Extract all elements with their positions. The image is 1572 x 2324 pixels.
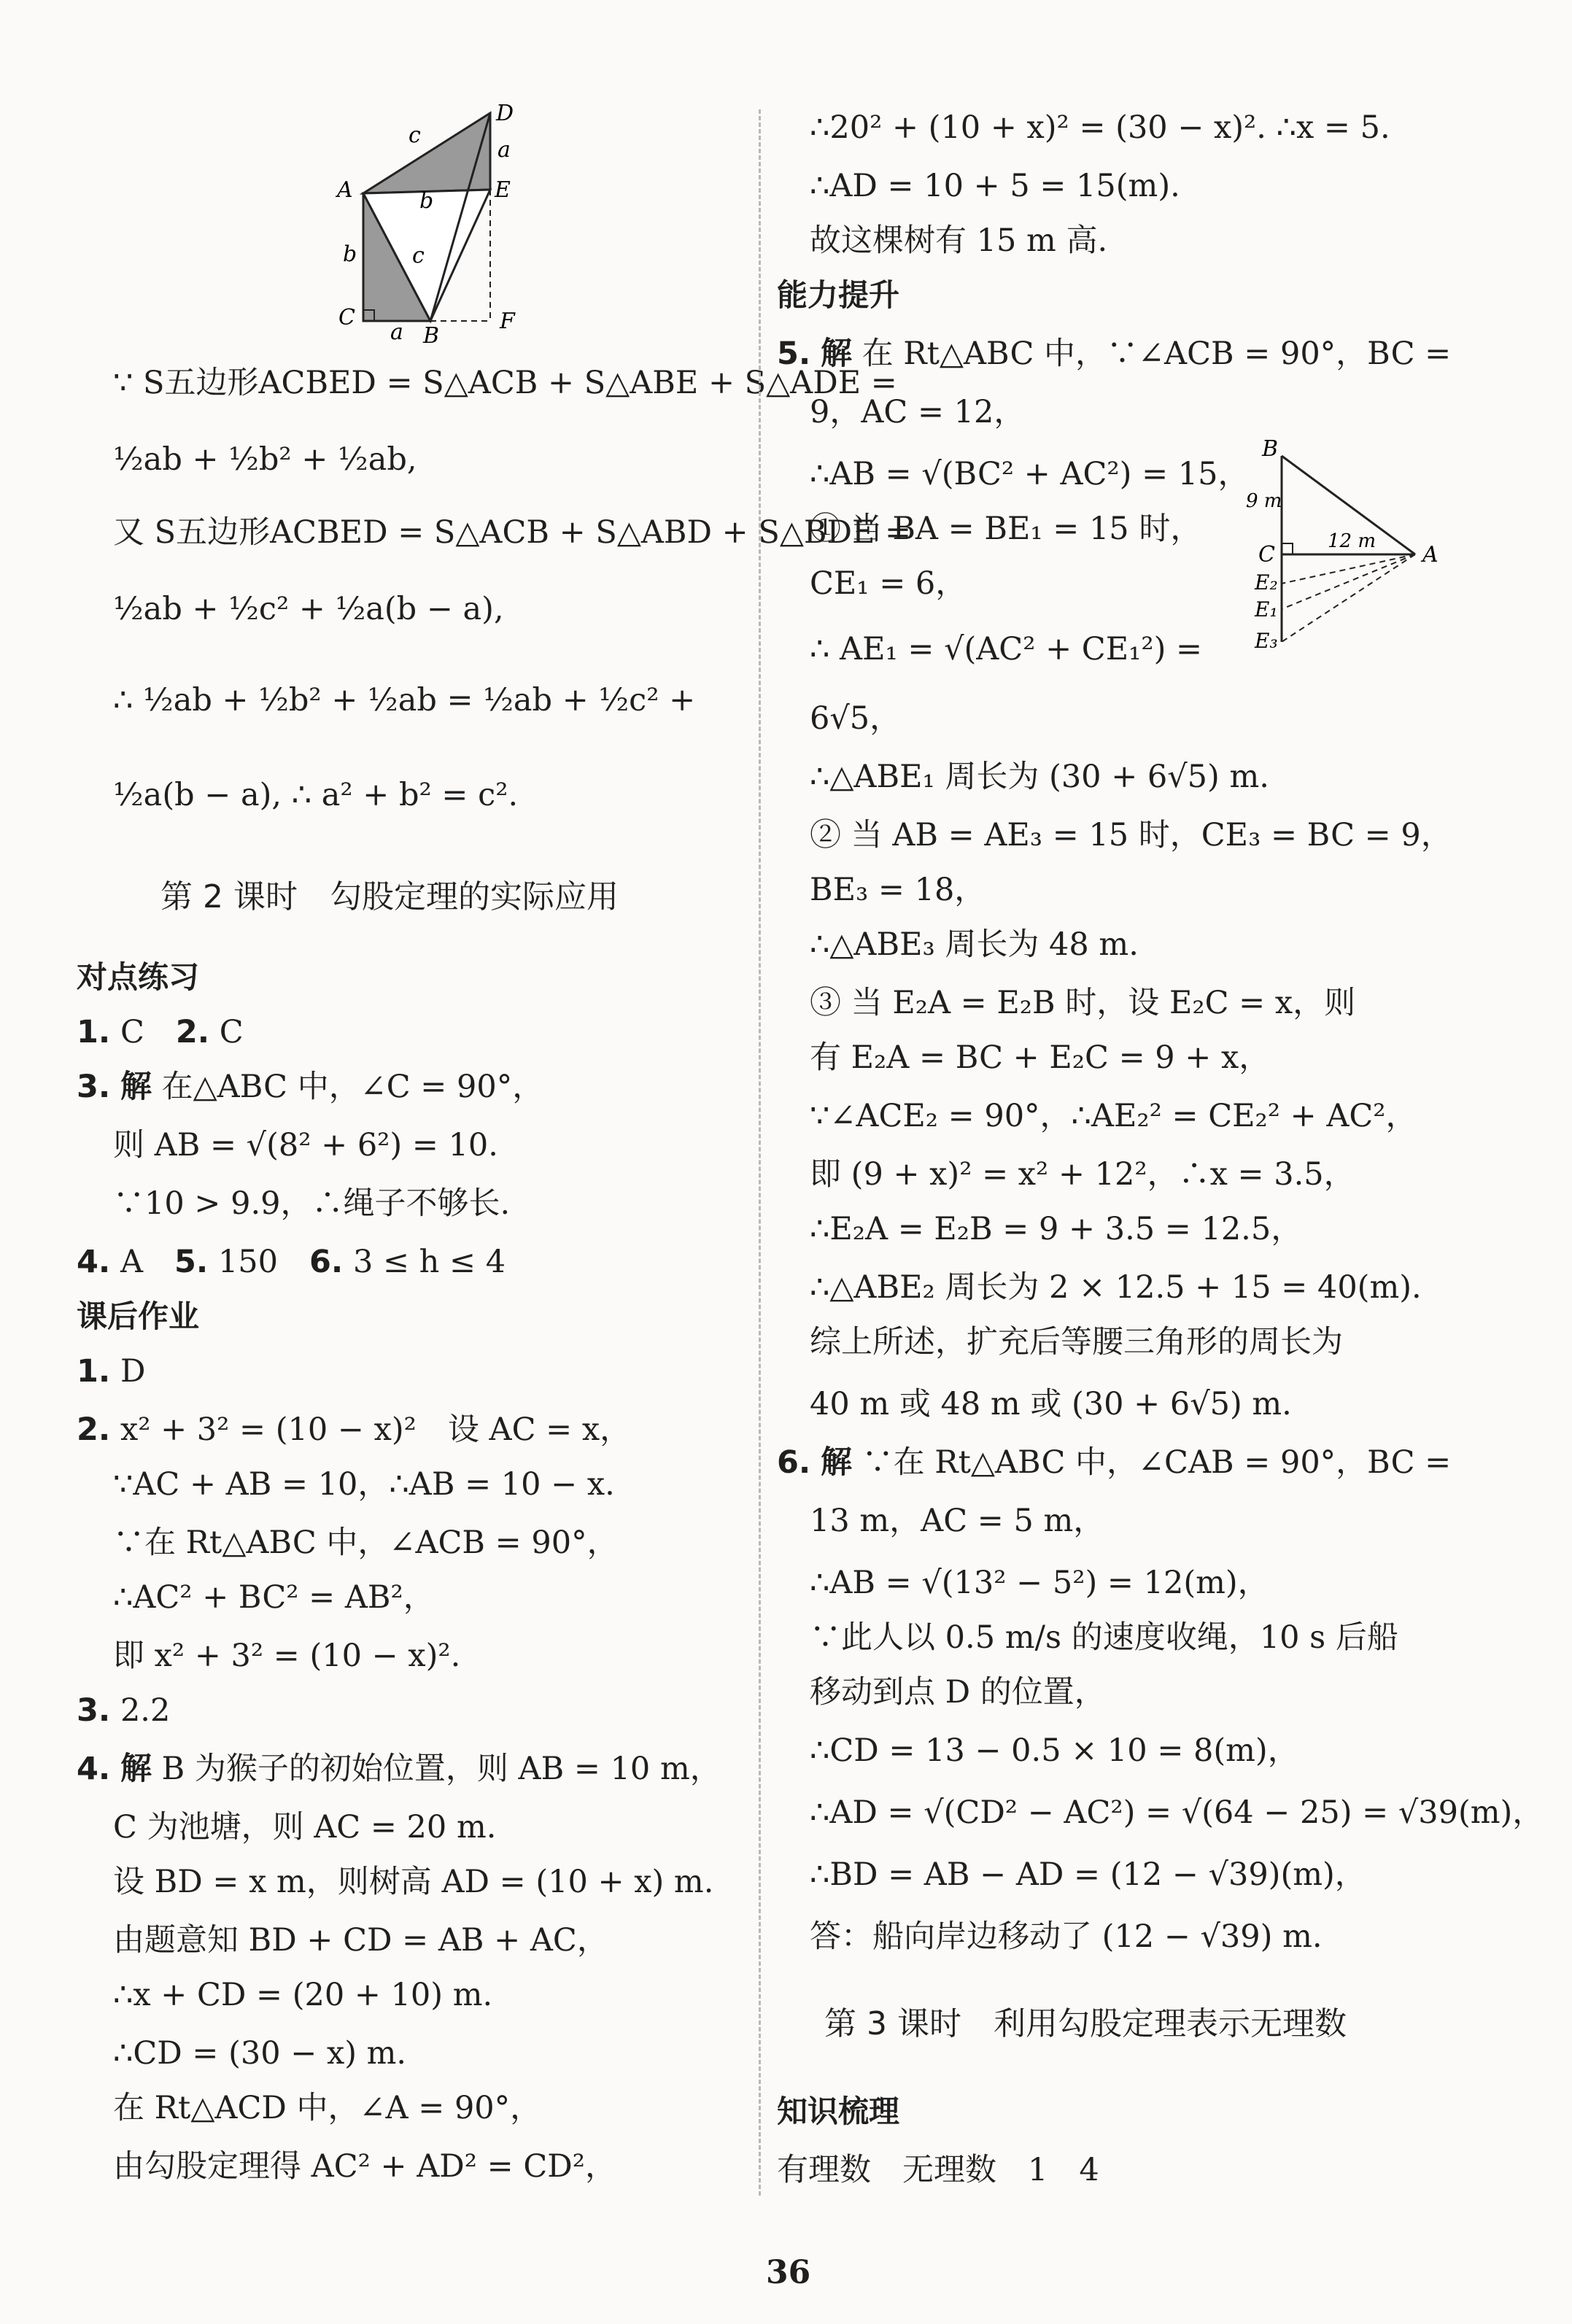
label-e2: E₂ [1255, 570, 1278, 594]
label-b: B [423, 323, 440, 343]
homework-4: 4. 解 B 为猴子的初始位置，则 AB = 10 m， [77, 1751, 721, 1787]
label-a: A [1422, 542, 1439, 568]
answer-3: 3. 解 在△ABC 中，∠C = 90°， [77, 1069, 544, 1105]
problem-5-line-3: ∴AB = √(BC² + AC²) = 15， [810, 456, 1250, 492]
section-knowledge: 知识梳理 [777, 2093, 900, 2129]
proof-line-3: 又 S五边形ACBED = S△ACB + S△ABD + S△BDE = [113, 514, 912, 551]
problem-6: 6. 解 ∵在 Rt△ABC 中，∠CAB = 90°，BC = [777, 1444, 1452, 1481]
lesson-3-title: 第 3 课时 利用勾股定理表示无理数 [824, 2005, 1347, 2042]
problem-5-line-14: ∵∠ACE₂ = 90°，∴AE₂² = CE₂² + AC²， [810, 1098, 1417, 1134]
homework-4-line-5: ∴x + CD = (20 + 10) m. [113, 1977, 493, 2013]
homework-4-line-8: 由勾股定理得 AC² + AD² = CD²， [113, 2148, 616, 2185]
problem-5-line-6: ∴ AE₁ = √(AC² + CE₁²) = [810, 631, 1203, 667]
problem-6-line-8: ∴BD = AB − AD = (12 − √39)(m)， [810, 1856, 1366, 1893]
problem-6-line-9: 答：船向岸边移动了 (12 − √39) m. [810, 1918, 1323, 1955]
problem-6-line-5: 移动到点 D 的位置， [810, 1674, 1106, 1711]
label-b-left: b [343, 241, 357, 267]
section-ability: 能力提升 [777, 277, 900, 313]
problem-6-line-2: 13 m，AC = 5 m， [810, 1503, 1105, 1539]
problem-5: 5. 解 在 Rt△ABC 中，∵∠ACB = 90°，BC = [777, 336, 1452, 372]
label-e3: E₃ [1255, 629, 1278, 653]
problem-5-line-13: 有 E₂A = BC + E₂C = 9 + x， [810, 1039, 1271, 1076]
problem-5-line-10: BE₃ = 18， [810, 872, 986, 908]
problem-6-line-7: ∴AD = √(CD² − AC²) = √(64 − 25) = √39(m)， [810, 1794, 1544, 1831]
problem-5-line-12: ③ 当 E₂A = E₂B 时，设 E₂C = x，则 [810, 985, 1356, 1021]
homework-2: 2. x² + 3² = (10 − x)² 设 AC = x， [77, 1411, 632, 1448]
problem-5-line-15: 即 (9 + x)² = x² + 12²，∴x = 3.5， [810, 1156, 1355, 1193]
homework-4-line-4: 由题意知 BD + CD = AB + AC， [113, 1922, 608, 1959]
hw4-cont-line-3: 故这棵树有 15 m 高. [810, 222, 1108, 259]
label-e: E [495, 177, 511, 203]
homework-3: 3. 2.2 [77, 1692, 171, 1729]
answer-3-line-2: 则 AB = √(8² + 6²) = 10. [113, 1127, 498, 1163]
label-a-bottom: a [390, 319, 403, 343]
right-angle-mark-c [1282, 543, 1293, 554]
homework-4-line-7: 在 Rt△ACD 中，∠A = 90°， [113, 2090, 542, 2126]
problem-5-line-17: ∴△ABE₂ 周长为 2 × 12.5 + 15 = 40(m). [810, 1269, 1422, 1306]
homework-2-line-4: ∴AC² + BC² = AB²， [113, 1579, 435, 1616]
hw4-cont-line-1: ∴20² + (10 + x)² = (30 − x)². ∴x = 5. [810, 109, 1390, 146]
pentagon-proof-figure [336, 102, 547, 343]
answer-row-1-2: 1. C 2. C [77, 1014, 244, 1050]
problem-6-line-6: ∴CD = 13 − 0.5 × 10 = 8(m)， [810, 1732, 1299, 1769]
column-divider [759, 109, 761, 2196]
proof-line-4: ½ab + ½c² + ½a(b − a), [113, 591, 504, 627]
answer-3-line-3: ∵10 > 9.9，∴绳子不够长. [113, 1185, 511, 1222]
knowledge-answers: 有理数 无理数 1 4 [777, 2152, 1099, 2188]
section-practice: 对点练习 [77, 959, 200, 995]
hw4-cont-line-2: ∴AD = 10 + 5 = 15(m). [810, 168, 1180, 204]
homework-4-line-3: 设 BD = x m，则树高 AD = (10 + x) m. [113, 1864, 714, 1900]
label-b-mid: b [419, 188, 434, 214]
homework-2-line-5: 即 x² + 3² = (10 − x)². [113, 1638, 461, 1674]
problem-5-line-7: 6√5， [810, 700, 902, 737]
label-9m: 9 m [1246, 490, 1282, 512]
proof-line-1: ∵ S五边形ACBED = S△ACB + S△ABE + S△ADE = [113, 365, 897, 401]
label-f: F [500, 309, 515, 334]
label-c-top: c [409, 123, 421, 148]
page-number: 36 [766, 2254, 811, 2291]
proof-line-6: ½a(b − a), ∴ a² + b² = c². [113, 777, 519, 813]
homework-1: 1. D [77, 1353, 146, 1390]
label-d: D [496, 102, 514, 126]
isosceles-extension-figure [1240, 438, 1459, 656]
label-e1: E₁ [1255, 597, 1278, 621]
label-12m: 12 m [1328, 530, 1377, 552]
problem-5-line-2: 9，AC = 12， [810, 394, 1026, 430]
dashed-ae2 [1282, 554, 1415, 584]
problem-6-line-3: ∴AB = √(13² − 5²) = 12(m)， [810, 1565, 1269, 1601]
proof-line-5: ∴ ½ab + ½b² + ½ab = ½ab + ½c² + [113, 682, 696, 718]
problem-5-line-9: ② 当 AB = AE₃ = 15 时，CE₃ = BC = 9， [810, 817, 1452, 853]
problem-5-line-19: 40 m 或 48 m 或 (30 + 6√5) m. [810, 1386, 1292, 1422]
section-homework: 课后作业 [77, 1298, 200, 1334]
proof-line-2: ½ab + ½b² + ½ab, [113, 441, 417, 478]
answer-row-4-6: 4. A 5. 150 6. 3 ≤ h ≤ 4 [77, 1244, 506, 1280]
problem-5-line-4: ① 当 BA = BE₁ = 15 时， [810, 511, 1202, 547]
lesson-2-title: 第 2 课时 勾股定理的实际应用 [160, 878, 619, 915]
label-a: A [337, 177, 353, 203]
homework-2-line-2: ∵AC + AB = 10，∴AB = 10 − x. [113, 1466, 615, 1503]
label-c: C [1258, 542, 1275, 568]
dashed-ae1 [1282, 554, 1415, 609]
problem-5-line-18: 综上所述，扩充后等腰三角形的周长为 [810, 1324, 1343, 1360]
problem-6-line-4: ∵此人以 0.5 m/s 的速度收绳，10 s 后船 [810, 1619, 1398, 1656]
problem-5-line-16: ∴E₂A = E₂B = 9 + 3.5 = 12.5， [810, 1211, 1303, 1247]
label-a-top: a [497, 137, 511, 163]
homework-4-line-6: ∴CD = (30 − x) m. [113, 2035, 407, 2072]
problem-5-line-8: ∴△ABE₁ 周长为 (30 + 6√5) m. [810, 759, 1269, 795]
label-b: B [1262, 438, 1279, 462]
dashed-ae3 [1282, 554, 1415, 642]
label-c-mid: c [412, 243, 425, 268]
homework-4-line-2: C 为池塘，则 AC = 20 m. [113, 1809, 497, 1845]
label-c: C [338, 305, 355, 330]
problem-5-line-11: ∴△ABE₃ 周长为 48 m. [810, 926, 1139, 963]
homework-2-line-3: ∵在 Rt△ABC 中，∠ACB = 90°， [113, 1525, 619, 1561]
problem-5-line-5: CE₁ = 6， [810, 565, 967, 602]
